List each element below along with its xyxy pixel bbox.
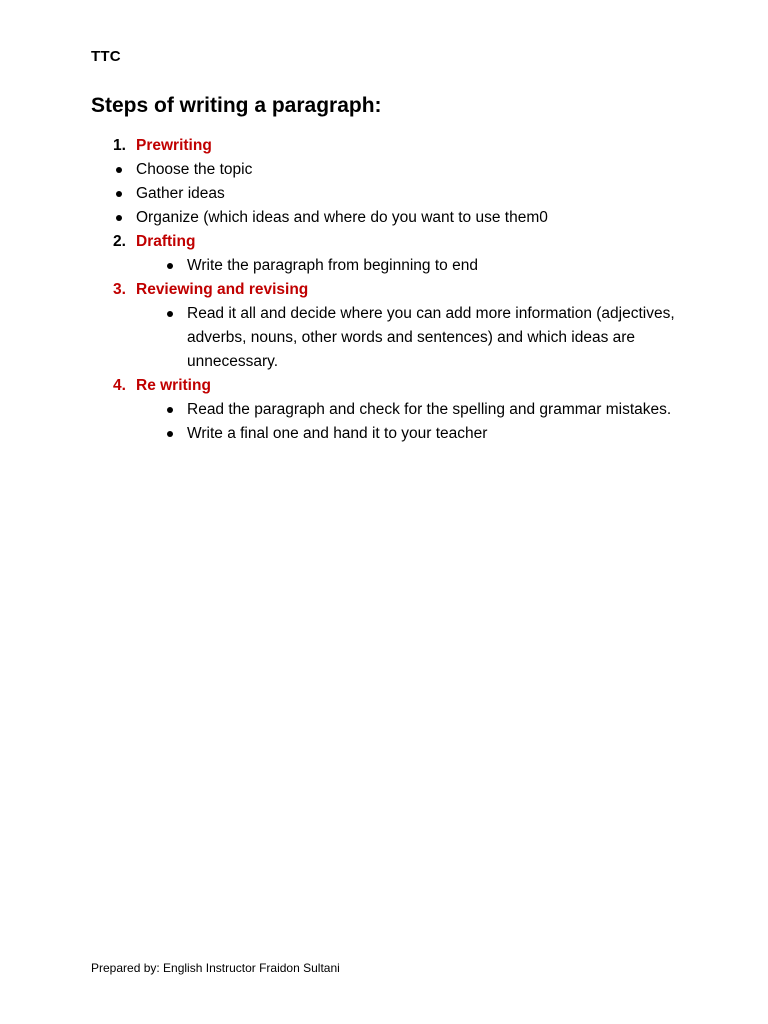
bullet-icon: [167, 263, 173, 269]
step-1-item-2: Gather ideas: [0, 182, 768, 206]
step-1: [0, 134, 768, 158]
step-2-item-1: Write the paragraph from beginning to end: [0, 254, 768, 278]
bullet-icon: [116, 191, 122, 197]
step-3: [0, 278, 768, 302]
step-1-label: Prewriting: [136, 137, 212, 154]
bullet-icon: [167, 431, 173, 437]
document-title: Steps of writing a paragraph:: [91, 94, 382, 117]
bullet-icon: [167, 407, 173, 413]
step-1-number: 1.: [113, 137, 126, 154]
step-3-label: Reviewing and revising: [136, 281, 309, 298]
step-3-item-1: Read it all and decide where you can add more information (adjectives, adverbs, nouns, other words and sentences) and which ideas are unnecessary.: [0, 302, 768, 374]
step-4-item-2: Write a final one and hand it to your teacher: [0, 422, 768, 446]
bullet-icon: [116, 167, 122, 173]
footer-credit: Prepared by: English Instructor Fraidon Sultani: [91, 961, 340, 975]
step-2-number: 2.: [113, 233, 126, 250]
step-3-number: 3.: [113, 281, 126, 298]
org-label: TTC: [91, 48, 121, 65]
step-4-label: Re writing: [136, 377, 211, 394]
step-1-item-3: Organize (which ideas and where do you want to use them0: [0, 206, 768, 230]
step-2-label: Drafting: [136, 233, 196, 250]
step-4-item-1: Read the paragraph and check for the spelling and grammar mistakes.: [0, 398, 768, 422]
bullet-icon: [167, 311, 173, 317]
steps-list: [0, 134, 768, 446]
bullet-icon: [116, 215, 122, 221]
step-1-item-1: Choose the topic: [0, 158, 768, 182]
step-4: [0, 374, 768, 398]
step-2: [0, 230, 768, 254]
step-4-number: 4.: [113, 377, 126, 394]
